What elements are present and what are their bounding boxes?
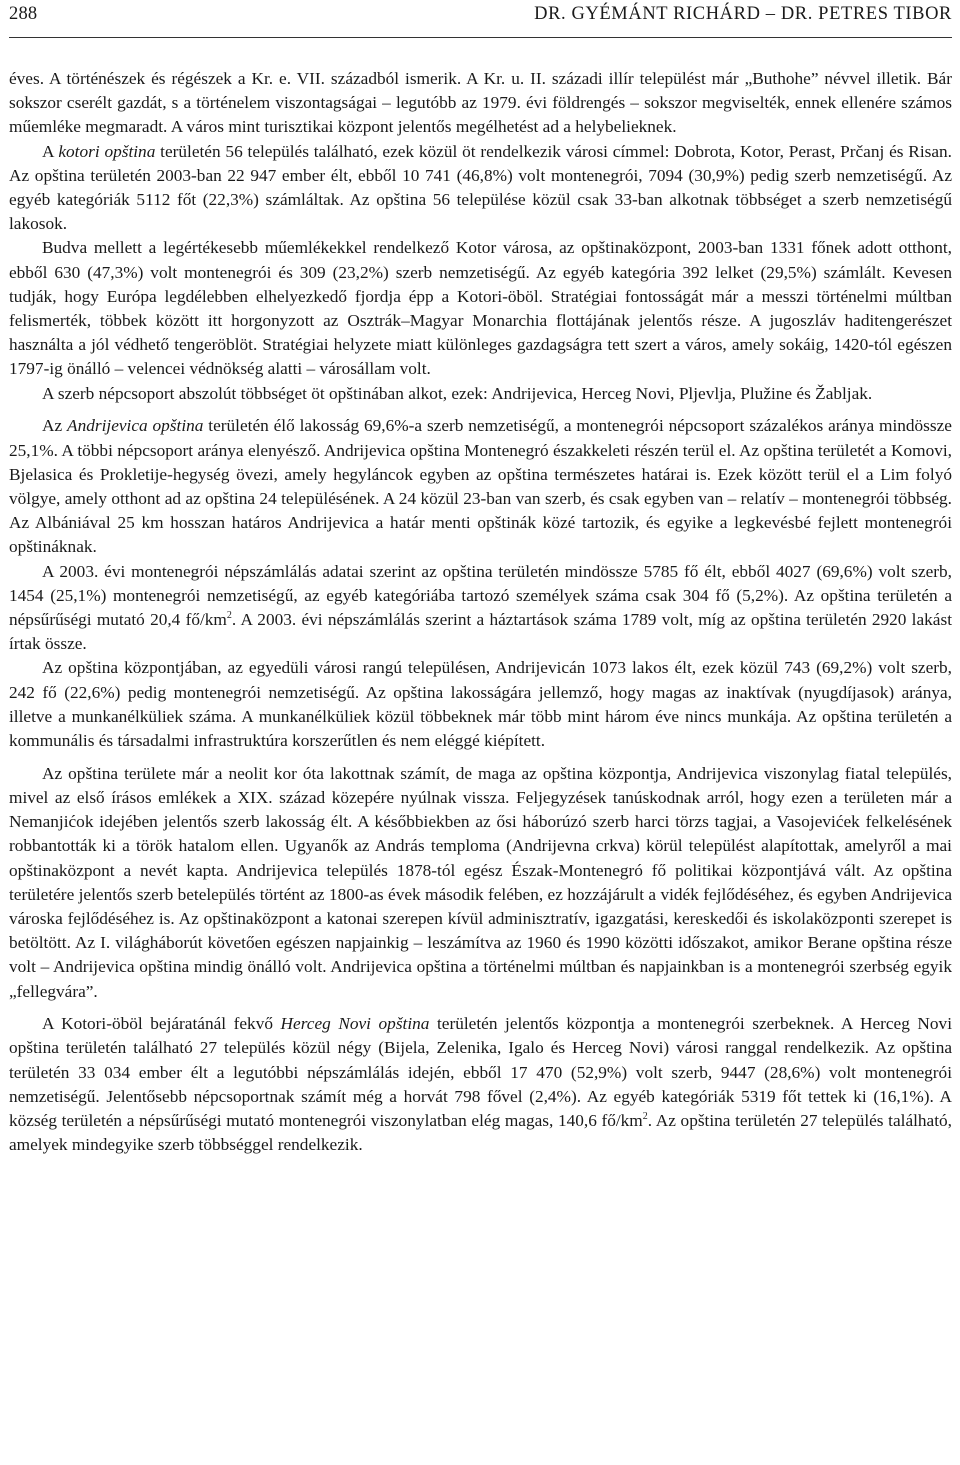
paragraph-9-italic-term: Herceg Novi opština [280,1014,430,1034]
paragraph-2-text-b: területén 56 település található, ezek közül öt rendelkezik városi címmel: Dobrota, Kotor, Perast, Prčanj és Risan. Az opština területén 2003-ban 22 947 ember élt, ebből 10 741 (46,8%) volt montenegrói, 7094 (30,9%) pedig szerb nemzetiségű. Az egyéb kategóriák 5112 főt (22,3%) számláltak. Az opština 56 települése közül csak 33-ban alkotnak többséget a szerb nemzetiségű lakosok. [9,141,952,234]
paragraph-5-italic-term: Andrijevica opština [67,416,204,436]
paragraph-5-text-a: Az [42,416,68,436]
running-title: DR. GYÉMÁNT RICHÁRD – DR. PETRES TIBOR [534,4,952,24]
page-number: 288 [9,4,38,24]
document-page [9,0,952,1157]
paragraph-4: A szerb népcsoport abszolút többséget öt opštinában alkot, ezek: Andrijevica, Herceg Novi, Pljevlja, Plužine és Žabljak. [42,383,873,403]
paragraph-8: Az opština területe már a neolit kor óta lakottnak számít, de maga az opština központja, Andrijevica viszonylag fiatal település, mivel az első írásos emlékek a XIX. század közepére nyúlnak vissza. Feljegyzések tanúskodnak arról, hogy ezen a területen már a Nemanjićok idejében jelentős szerb lakosság élt. A későbbiekben az ősi háborúzó szerb harci törzs tagjai, a Vasojevićek felkelésének robbantották ki a török hatalom ellen. Ugyanők az András temploma (Andrijevna crkva) körül települést alapítottak, amelyről a mai opštinaközpont a nevét kapta. Andrijevica település 1878-tól egész Észak-Montenegró fő politikai központjává vált. Az opština területére jelentős szerb betelepülés történt az 1800-as évek második felében, ez hozzájárult a vidék fejlődéséhez, és egyben Andrijevica városka fejlődéséhez is. Az opštinaközpont a katonai szerepen kívül adminisztratív, igazgatási, kereskedői és iskolaközponti szerepet is betöltött. Az I. világháborút követően egészen napjainkig – leszámítva az 1960 és 1990 közötti időszakot, amikor Berane opština része volt – Andrijevica opština mindig önálló volt. Andrijevica opština a történelmi múltban és napjainkban is a montenegrói szerbség egyik „fellegvára”. [9,763,952,1001]
paragraph-9-text-c: . Az opština területén 27 település található, amelyek mindegyike szerb többséggel rendelkezik. [9,1111,952,1155]
paragraph-2 [9,140,952,237]
paragraph-9 [9,1012,952,1157]
page-header [9,0,952,38]
paragraph-2-text-a: A [42,141,59,161]
paragraph-6-text-b: . A 2003. évi népszámlálás szerint a háztartások száma 1789 volt, míg az opština területén 2920 lakást írtak össze. [9,609,952,654]
paragraph-5-text-b: területén élő lakosság 69,6%-a szerb nemzetiségű, a montenegrói népcsoport százalékos aránya mindössze 25,1%. A többi népcsoport aránya elenyésző. Andrijevica opština Montenegró északkeleti részén terül el. Az opština területét a Komovi, Bjelasica és Prokletije-hegység övezi, amely hegyláncok egyben az opština természetes határai is. Ezek között terül el a Lim folyó völgye, amely otthont ad az opština 24 településének. A 24 közül 23-ban van szerb, és csak egyben van – relatív – montenegrói többség. Az Albániával 25 km hosszan határos Andrijevica a határ menti opštinák közé tartozik, és egyike a legkevésbé fejlett montenegrói opštináknak. [9,416,952,557]
paragraph-7: Az opština központjában, az egyedüli városi rangú településen, Andrijevicán 1073 lakos élt, ezek közül 743 (69,2%) volt szerb, 242 fő (22,6%) pedig montenegrói nemzetiségű. Az opština lakosságára jellemző, hogy magas az inaktívak (nyugdíjasok) aránya, illetve a munkanélküliek száma. A munkanélküliek közül többeknek már több mint három éve nincs munkája. Az opština területén a kommunális és társadalmi infrastruktúra korszerűtlen és nem eléggé kiépített. [9,658,952,750]
paragraph-9-text-b: területén jelentős központja a montenegrói szerbeknek. A Herceg Novi opština területén található 27 település közül négy (Bijela, Zelenika, Igalo és Herceg Novi) városi ranggal rendelkezik. Az opština területén 33 034 ember élt a legutóbbi népszámlálás idején, ebből 17 470 (52,9%) volt szerb, 9447 (28,6%) volt montenegrói nemzetiségű. Jelentősebb népcsoportnak számít még a horvát 798 fővel (2,4%). Az egyéb kategóriák 5319 főt tettek ki (16,1%). A község területén a népsűrűségi mutató montenegrói viszonylatban elég magas, 140,6 fő/km [9,1014,952,1131]
paragraph-6-superscript: 2 [226,610,232,622]
body-text [9,67,952,1157]
paragraph-3: Budva mellett a legértékesebb műemlékekkel rendelkező Kotor városa, az opštinaközpont, 2003-ban 1331 főnek adott otthont, ebből 630 (47,3%) volt montenegrói és 309 (23,2%) szerb nemzetiségű. Az egyéb kategória 392 lelket (29,5%) számlált. Kevesen tudják, hogy Európa legdélebben elhelyezkedő fjordja épp a Kotori-öböl. Stratégiai fontosságát már a messzi történelmi múltban felismerték, többek között itt horgonyzott az Osztrák–Magyar Monarchia flottájának jelentős része. A jugoszláv haditengerészet használta a jól védhető tengeröblöt. Stratégiai helyzete miatt különleges gazdagságra tett szert a város, amely sokáig, 1420-tól egészen 1797-ig önálló – velencei védnökség alatti – városállam volt. [9,238,952,379]
paragraph-6 [9,560,952,657]
paragraph-9-superscript: 2 [642,1111,648,1123]
paragraph-1: éves. A történészek és régészek a Kr. e. VII. századból ismerik. A Kr. u. II. századi illír települést már „Buthohe” névvel illetik. Bár sokszor cserélt gazdát, s a történelem viszontagságai – legutóbb az 1979. évi földrengés – sokszor megviselték, ennek ellenére számos műemléke megmaradt. A város mint turisztikai központ jelentős megélhetést ad a helybelieknek. [9,69,952,137]
paragraph-6-text-a: A 2003. évi montenegrói népszámlálás adatai szerint az opština területén mindössze 5785 fő élt, ebből 4027 (69,6%) volt szerb, 1454 (25,1%) montenegrói nemzetiségű, az egyéb kategóriába tartozó személyek száma csak 304 fő (5,2%). Az opština területén a népsűrűségi mutató 20,4 fő/km [9,561,952,629]
paragraph-5 [9,414,952,559]
paragraph-9-text-a: A Kotori-öböl bejáratánál fekvő [42,1014,281,1034]
paragraph-2-italic-term: kotori opština [58,141,156,161]
